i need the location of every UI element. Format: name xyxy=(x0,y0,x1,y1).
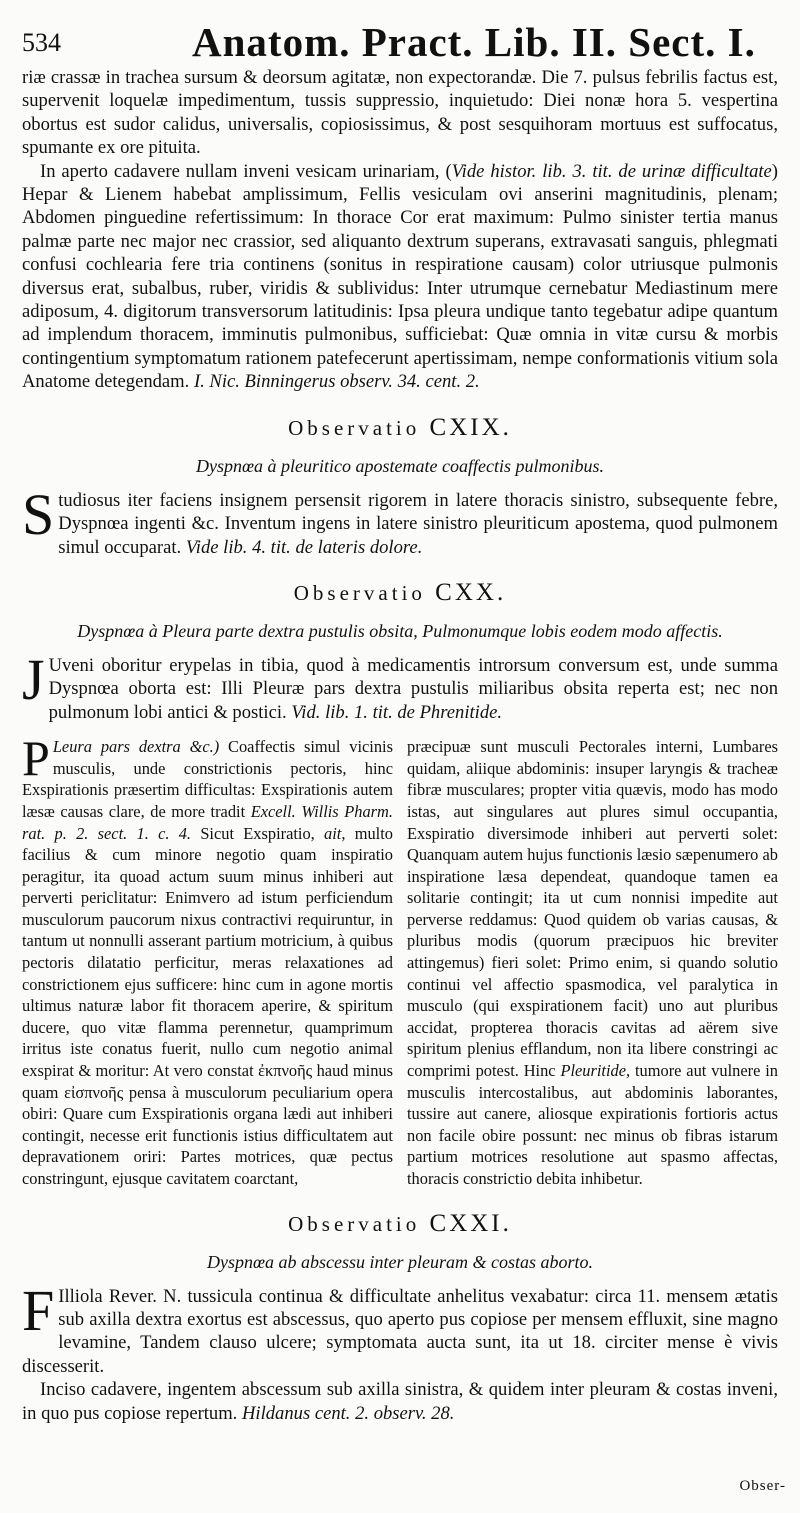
observation-119-dropcap: S xyxy=(22,481,55,547)
observation-120-heading-number: CXX. xyxy=(435,578,507,606)
observation-119-reference: Vide lib. 4. tit. de lateris dolore. xyxy=(185,536,423,558)
commentary-right-italic: Pleuritide, xyxy=(560,1061,631,1081)
page-header xyxy=(22,10,778,66)
observation-121-subtitle: Dyspnœa ab abscessu inter pleuram & costas aborto. xyxy=(207,1251,593,1272)
observation-121-heading xyxy=(22,1210,778,1238)
observation-120-heading-word: Observatio xyxy=(293,580,426,605)
intro-reference-1: Vide histor. lib. 3. tit. de urinæ difficultate xyxy=(451,160,772,182)
intro-paragraph-2 xyxy=(22,160,778,394)
intro-citation: I. Nic. Binningerus observ. 34. cent. 2. xyxy=(193,371,480,393)
observation-119-subtitle: Dyspnœa à pleuritico apostemate coaffectis pulmonibus. xyxy=(196,455,604,476)
observation-119-heading-word: Observatio xyxy=(288,415,421,440)
intro-text-b: ) Hepar & Lienem habebat amplissimum, Fellis vesiculam ovi anserini magnitudinis, plenam; Abdomen pinguedine refertissimum: In thorace Cor erat maximum: Pulmo sinister tertia manus palmæ parte nec major nec crassior, sed aliquanto dextrum superans, extravasati sanguis, phlegmati confusi cochlearia fere tria continens (sonitus in respiratione causam) color utriusque pulmonis diversus erat, subalbus, ruber, viridis & sublividus: Inter utrumque cernebatur Mediastinum mere adiposum, 4. digitorum transversorum latitudinis: Ipsa pleura undique tanto tegebatur adipe quantum ad implendum thoracem, imminutis pulmonibus, sufficiebat: Quæ omnia in vitæ cursu & morbis contingentium symptomatum rationem patefecerunt apertissimam, nempe conformationis vitium sola Anatome detegendam. xyxy=(22,160,778,393)
commentary-dropcap: P xyxy=(22,730,50,787)
commentary-left-text-b: Sicut Exspiratio, xyxy=(200,823,315,843)
commentary-right-text-b: tumore aut vulnere in musculis intercostalibus, aut abdominis laborantes, tussire aut canere, aliosque expirationis fortioris actus non facile obire possunt: nec minus ob fibras istarum partium motrices resolutione aut spasmo affectas, thoracis constrictio debita inhibetur. xyxy=(407,1061,778,1188)
intro-paragraph-1: riæ crassæ in trachea sursum & deorsum agitatæ, non expectorandæ. Die 7. pulsus febrilis factus est, supervenit loquelæ impedimentum, tussis suppressio, inquietudo: Diei nonæ hora 5. vespertina obortus est sudor calidus, universalis, copiosissimus, & post sesquihoram mortuus est suffocatus, spumante ex ore pituita. xyxy=(22,67,778,159)
commentary-left-citation: Excell. Willis Pharm. rat. p. 2. sect. 1. c. 4. xyxy=(22,801,393,843)
observation-119-heading-number: CXIX. xyxy=(429,413,512,441)
observation-121-body: Illiola Rever. N. tussicula continua & difficultate anhelitus vexabatur: circa 11. mensem ætatis sub axilla dextra exortus est abscessus, quo aperto pus copiose per mensem effluxit, sine magno levamine, Tandem clauso ulcere; symptomata aucta sunt, ita ut 18. circiter mense è vivis discesserit. xyxy=(22,1285,778,1377)
observation-121-reference: Hildanus cent. 2. observ. 28. xyxy=(242,1402,455,1424)
commentary-left-ait: ait xyxy=(324,823,342,843)
observation-120-heading xyxy=(22,579,778,607)
observation-120-text xyxy=(22,646,778,724)
running-head: Anatom. Pract. Lib. II. Sect. I. xyxy=(192,19,756,65)
intro-text-a: In aperto cadavere nullam inveni vesicam urinariam, ( xyxy=(40,160,452,182)
commentary-left-column xyxy=(22,730,393,1189)
observation-120-body: Uveni oboritur erypelas in tibia, quod à medicamentis introrsum conversum est, unde summa Dyspnœa oborta est: Illi Pleuræ pars dextra pustulis miliaribus obsita reperta est; nec non pulmonum lobi antici & postici. xyxy=(48,654,778,723)
observation-121-text xyxy=(22,1277,778,1379)
commentary-right-column xyxy=(407,736,778,1189)
commentary-lemma: Leura pars dextra &c.) xyxy=(52,737,220,757)
observation-121-paragraph-2 xyxy=(22,1378,778,1425)
observation-121-body-2: Inciso cadavere, ingentem abscessum sub axilla sinistra, & quidem inter pleuram & costas inveni, in quo pus copiose repertum. xyxy=(22,1379,778,1424)
commentary-right-text-a: præcipuæ sunt musculi Pectorales interni, Lumbares quidam, aliique abdominis: insuper laryngis & tracheæ fibræ musculares; propter vitia quævis, modo has modo istas, aut singulares aut plures simul occupantia, Exspiratio diversimode inhiberi aut perverti solet: Quanquam autem hujus functionis læsio sæpenumero ab inspiratione læsa dependeat, quandoque tamen ea solitarie contingit; ita ut cum nonnisi impedite aut perverse reddamus: Quod quidem ob varias causas, & pluribus modis (quorum præcipuos hic breviter attingemus) fieri solet: Primo enim, si quando solutio continui vel affectio spasmodica, vel paralytica in musculo (qui exspirationem facit) uno aut pluribus accidat, propterea thoracis cavitas ad aërem sive spiritum plenius efflandum, non ita libere constringi ac comprimi potest. Hinc xyxy=(407,737,778,1081)
observation-119-text xyxy=(22,481,778,559)
observation-119-body: tudiosus iter faciens insignem persensit rigorem in latere thoracis sinistro, subsequente febre, Dyspnœa ingenti &c. Inventum ingens in latere sinistro pleuriticum apostema, quod pulmonem simul occuparat. xyxy=(58,489,778,558)
observation-121-heading-word: Observatio xyxy=(288,1211,421,1236)
catchword: Obser- xyxy=(739,1478,786,1494)
commentary-left-text-c: , multo facilius & cum minore negotio quam inspiratio peragitur, ita quoad actum suum minus inhiberi aut perverti periclitatur: Enimvero ad istum perficiendum musculorum paucorum nixus contractivi requiruntur, in tantum ut nonnulli asserant partium motricium, à quibus pectoris dilatatio perficitur, meras relaxationes ad constrictionem ejus sufficere: hinc cum in agone mortis ultimus naturæ labor fit thoracem aperire, & spiritum ducere, quo vitæ flamma perennetur, quamprimum irritus iste conatus fuerit, nullo cum negotio animal exspirat & moritur: At vero constat ἐκπνοῆς haud minus quam εἰσπνοῆς pensa à musculorum peculiarium opera obiri: Quare cum Exspirationis organa lædi aut inhiberi contingit, necesse erit functionis istius difficultatem aut depravationem oriri: Partes motrices, quæ pectus constringunt, ejusque cavitatem coarctant, xyxy=(22,823,393,1188)
commentary-columns xyxy=(22,730,778,1189)
observation-120-dropcap: J xyxy=(22,646,45,712)
observation-121-heading-number: CXXI. xyxy=(429,1209,512,1237)
observation-120-reference: Vid. lib. 1. tit. de Phrenitide. xyxy=(291,701,503,723)
observation-120-subtitle: Dyspnœa à Pleura parte dextra pustulis obsita, Pulmonumque lobis eodem modo affectis. xyxy=(77,620,723,641)
commentary-left-text-a: Coaffectis simul vicinis musculis, unde constrictionis pectoris, hinc Exspirationis præsertim difficultas: Exspirationis autem læsæ causas clare, de more tradit xyxy=(22,737,393,821)
observation-119-heading xyxy=(22,414,778,442)
page-number: 534 xyxy=(22,28,61,57)
observation-121-dropcap: F xyxy=(22,1277,55,1343)
